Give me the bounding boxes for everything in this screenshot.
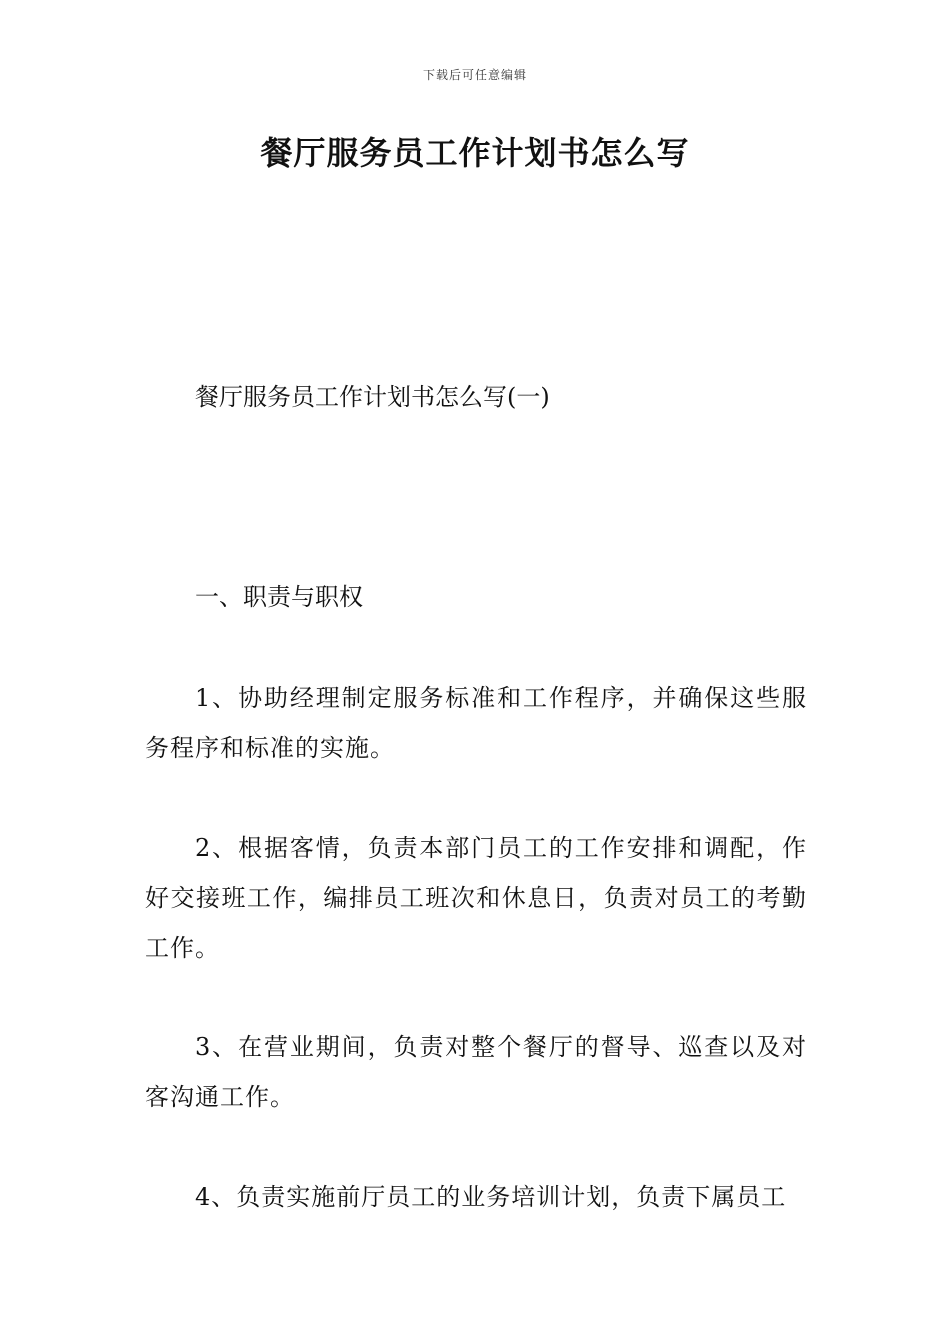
document-subtitle: 餐厅服务员工作计划书怎么写(一) [195, 383, 550, 411]
section-heading: 一、职责与职权 [195, 583, 363, 611]
header-note: 下载后可任意编辑 [422, 68, 527, 82]
paragraph-2: 2、根据客情，负责本部门员工的工作安排和调配，作好交接班工作，编排员工班次和休息日，负责对员工的考勤工作。 [145, 834, 807, 962]
paragraph-4: 4、负责实施前厅员工的业务培训计划，负责下属员工 [195, 1183, 787, 1211]
paragraph-1: 1、协助经理制定服务标准和工作程序，并确保这些服务程序和标准的实施。 [145, 684, 807, 762]
paragraph-3: 3、在营业期间，负责对整个餐厅的督导、巡查以及对客沟通工作。 [145, 1033, 807, 1111]
document-title: 餐厅服务员工作计划书怎么写 [260, 134, 690, 172]
